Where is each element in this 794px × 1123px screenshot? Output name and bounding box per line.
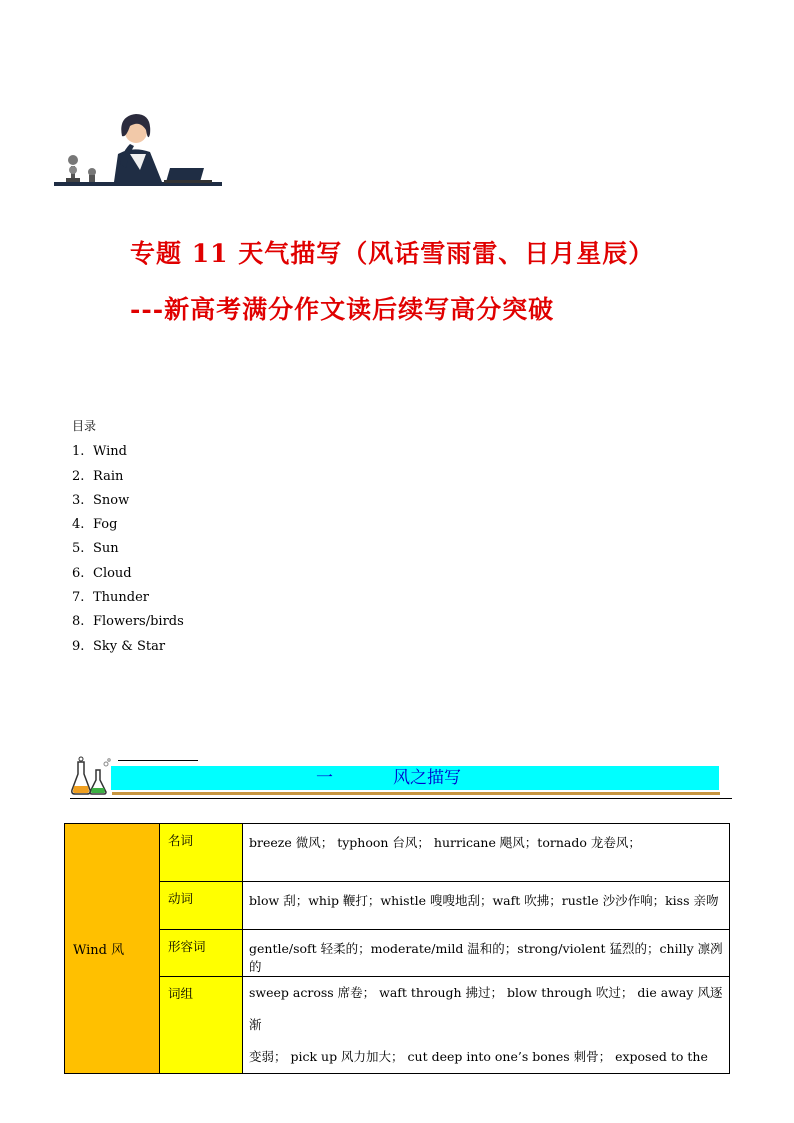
category-cell: 动词 [160,882,243,930]
table-row [65,824,730,882]
title-line-1: 专题 11 天气描写（风话雪雨雷、日月星辰） [130,239,655,268]
category-cell: 形容词 [160,930,243,977]
table-row [65,930,730,977]
table-row [65,882,730,930]
words-cell: breeze 微风； typhoon 台风； hurricane 飓风；tornado 龙卷风； [243,824,730,882]
section-title: 风之描写 [393,768,461,788]
toc-item[interactable]: 6. Cloud [72,565,132,581]
section-underline [112,792,720,795]
toc-item[interactable]: 1. Wind [72,444,127,460]
toc-item[interactable]: 7. Thunder [72,590,150,606]
section-header-bar [111,766,719,790]
section-divider [70,798,732,799]
lab-flask-icon [70,756,112,796]
words-cell: blow 刮；whip 鞭打；whistle 嗖嗖地刮；waft 吹拂；rustle 沙沙作响；kiss 亲吻 [243,882,730,930]
category-cell: 名词 [160,824,243,882]
words-cell: gentle/soft 轻柔的；moderate/mild 温和的；strong/violent 猛烈的；chilly 凛冽的 [243,930,730,977]
words-cell: sweep across 席卷； waft through 拂过； blow through 吹过； die away 风逐渐 变弱； pick up 风力加大； cut deep into one’s bones 刺骨； exposed to the [243,977,730,1074]
toc-item[interactable]: 9. Sky & Star [72,638,166,654]
toc-item[interactable]: 2. Rain [72,468,124,484]
toc-heading: 目录 [72,419,97,433]
table-of-contents [72,414,184,659]
document-title [130,226,654,338]
toc-item[interactable]: 5. Sun [72,541,119,557]
section-top-rule [118,760,198,761]
topic-cell: Wind 风 [65,824,160,1074]
section-number: 一 [316,768,333,788]
title-line-2: ---新高考满分作文读后续写高分突破 [130,295,555,324]
toc-item[interactable]: 4. Fog [72,517,118,533]
toc-item[interactable]: 8. Flowers/birds [72,614,184,630]
category-cell: 词组 [160,977,243,1074]
vocab-table [64,823,730,1074]
table-row [65,977,730,1074]
teacher-at-desk-logo [52,108,224,190]
toc-item[interactable]: 3. Snow [72,492,130,508]
